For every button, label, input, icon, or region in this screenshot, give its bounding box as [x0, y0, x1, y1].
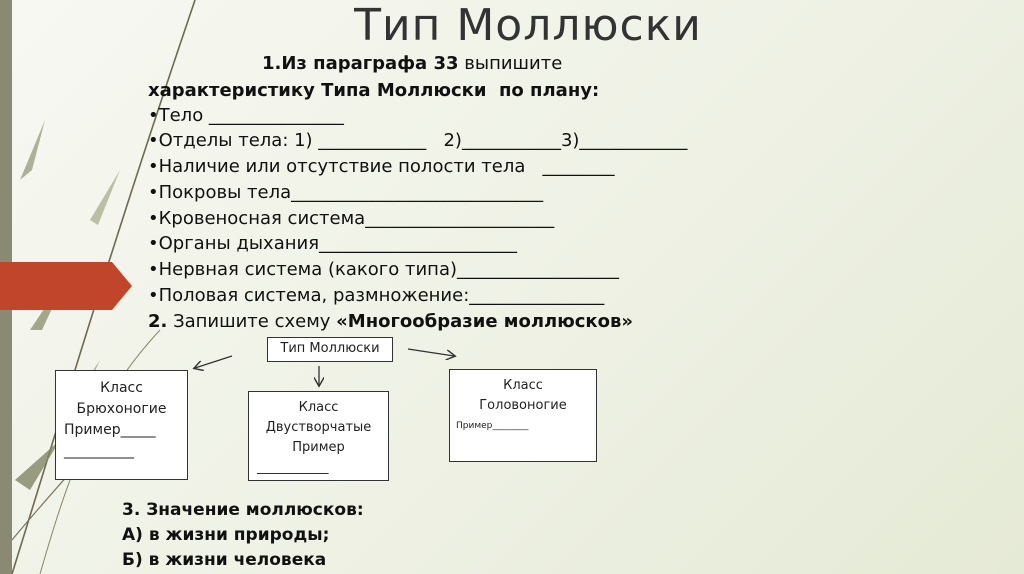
- task3-human: Б) в жизни человека: [122, 550, 327, 570]
- task1-heading-line2: характеристику Типа Моллюски по плану:: [148, 80, 600, 101]
- task1-heading: 1.Из параграфа 33 выпишите: [262, 53, 563, 74]
- task2-heading: 2. Запишите схему «Многообразие моллюсков»: [148, 311, 634, 332]
- slide-title: Тип Моллюски: [354, 0, 702, 51]
- plan-item-reproductive: •Половая система, размножение:_______________: [148, 285, 605, 306]
- class-cephalopoda-box: Класс Головоногие Пример________: [449, 369, 597, 462]
- task3-nature: А) в жизни природы;: [122, 525, 330, 545]
- task3-heading: 3. Значение моллюсков:: [122, 500, 364, 520]
- class-bivalvia-box: Класс Двустворчатые Пример ___________: [248, 391, 389, 481]
- plan-item-cavity: •Наличие или отсутствие полости тела ________: [148, 156, 615, 177]
- plan-item-sections: •Отделы тела: 1) ____________ 2)___________3)____________: [148, 130, 688, 151]
- plan-item-covers: •Покровы тела____________________________: [148, 182, 544, 203]
- diagram-root-box: Тип Моллюски: [267, 337, 393, 362]
- plan-item-body: •Тело _______________: [148, 105, 344, 126]
- plan-item-nervous: •Нервная система (какого типа)__________________: [148, 259, 619, 280]
- plan-item-circulatory: •Кровеносная система_____________________: [148, 208, 555, 229]
- plan-item-respiratory: •Органы дыхания______________________: [148, 233, 518, 254]
- class-gastropoda-box: Класс Брюхоногие Пример_____ __________: [55, 370, 188, 480]
